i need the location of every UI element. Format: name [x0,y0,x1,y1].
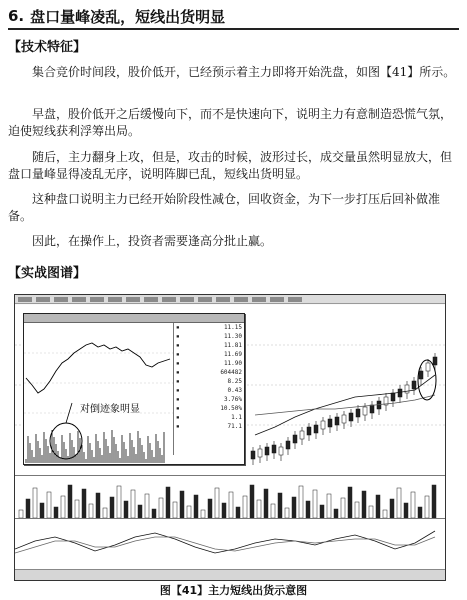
quote-bullet-icon: ▪ [176,360,180,367]
volume-bars [19,485,436,518]
volume-bar [152,509,156,518]
quote-bullet-icon: ▪ [176,405,180,412]
candle-body [349,413,353,421]
volume-bar [341,498,345,518]
volume-bar [103,508,107,518]
quote-bullet-icon: ▪ [176,396,180,403]
volume-bar [68,485,72,518]
volume-bar [19,510,23,518]
quote-bullet-icon: ▪ [176,342,180,349]
quote-row [174,350,244,359]
quote-row [174,323,244,332]
moving-average-line [255,375,435,435]
volume-bar [334,509,338,518]
quote-bullet-icon: ▪ [176,333,180,340]
quote-value: 0.43 [227,387,242,394]
volume-bar [362,491,366,518]
quote-bullet-icon: ▪ [176,369,180,376]
volume-bar [82,489,86,518]
volume-bar [124,501,128,518]
quote-row [174,413,244,422]
candle-body [391,393,395,401]
quote-value: 11.69 [223,351,242,358]
volume-bar [355,502,359,518]
paragraph-2: 早盘，股价低开之后缓慢向下，而不是快速向下，说明主力有意制造恐慌气氛，迫使短线获利浮筹出局。 [8,107,453,138]
quote-row [174,359,244,368]
volume-bar [47,492,51,518]
volume-bar [250,485,254,518]
volume-bar [236,507,240,518]
paragraph-3: 随后，主力翻身上攻，但是，攻击的时候，波形过长，成交量虽然明显放大，但盘口量峰显得凌乱无序，说明阵脚已乱，短线出货明显。 [8,150,453,181]
volume-bar [264,489,268,518]
volume-bar [89,504,93,518]
tech-feature-label: 【 技术特征 】 [8,36,86,55]
section-number: 6. [8,7,25,25]
candle-body [272,445,276,453]
volume-bar [131,490,135,518]
volume-bar [285,508,289,518]
volume-bar [271,504,275,518]
indicator-svg [15,519,445,569]
quote-row [174,422,244,431]
candle-body [335,417,339,425]
quote-row [174,377,244,386]
intraday-volume-bars [26,430,164,463]
quote-row [174,368,244,377]
volume-bar [33,488,37,518]
volume-bar [180,491,184,518]
software-menu-bar [15,295,445,304]
volume-bar [257,500,261,518]
volume-bar [348,487,352,518]
quote-bullet-icon: ▪ [176,423,180,430]
volume-bar [390,499,394,518]
volume-bar [138,505,142,518]
quote-value: 11.30 [223,333,242,340]
volume-bar [75,500,79,518]
candle-body [314,425,318,433]
section-title: 盘口量峰凌乱，短线出货明显 [30,7,226,26]
quote-bullet-icon: ▪ [176,324,180,331]
annotation-pointer [66,403,72,423]
figure-caption: 图【41】主力短线出货示意图 [159,584,308,597]
candle-body [363,407,367,415]
volume-bar [299,486,303,518]
volume-bar [278,493,282,518]
volume-bar [306,501,310,518]
paragraph-5: 因此，在操作上，投资者需要逢高分批止赢。 [32,234,273,248]
volume-bar [411,492,415,518]
volume-bar [292,497,296,518]
candle-body [433,357,437,365]
volume-bar [229,492,233,518]
candle-body [412,381,416,389]
candle-body [426,363,430,371]
volume-bar [383,510,387,518]
sheet-tab-strip [15,569,445,581]
candle-body [286,441,290,449]
volume-bar [397,488,401,518]
volume-bar [201,510,205,518]
volume-bar [222,503,226,518]
candle-body [265,447,269,455]
quote-value: 10.50% [220,405,242,412]
indicator-panel [15,519,445,569]
quote-value: 71.1 [227,423,242,430]
volume-bar [61,496,65,518]
candle-body [300,431,304,439]
volume-bar [117,486,121,518]
volume-bar [145,494,149,518]
candle-body [293,435,297,443]
intraday-popup-window [23,313,245,465]
volume-bar [166,487,170,518]
quote-bullet-icon: ▪ [176,378,180,385]
quote-value: 11.90 [223,360,242,367]
paragraph-4: 这种盘口说明主力已经开始阶段性减仓，回收资金，为下一步打压后回补做准备。 [8,192,441,223]
candlestick-series [251,353,437,465]
candle-body [398,389,402,397]
volume-bar [418,507,422,518]
paragraph-1: 集合竞价时间段，股价低开，已经预示着主力即将开始洗盘，如图【41】所示。 [32,65,456,79]
annotation-label: 对倒迹象明显 [80,400,140,415]
candle-body [419,371,423,379]
section-heading [8,4,459,30]
volume-panel [15,476,445,519]
volume-bar [404,503,408,518]
candle-body [356,409,360,417]
quote-bullet-icon: ▪ [176,414,180,421]
candle-body [279,447,283,455]
moving-average-line-2 [255,395,435,415]
quote-row [174,386,244,395]
quote-value: 1.1 [231,414,242,421]
volume-bar [425,496,429,518]
quote-value: 3.76% [223,396,242,403]
practice-chart-label: 【 实战图谱 】 [8,262,86,281]
trading-software-figure [14,294,446,581]
volume-bar [40,503,44,518]
quote-value: 604482 [220,369,242,376]
volume-bar [110,497,114,518]
candle-body [342,415,346,423]
volume-bar [26,499,30,518]
volume-bar [376,495,380,518]
volume-bar [432,485,436,518]
quote-value: 11.15 [223,324,242,331]
quote-value: 11.81 [223,342,242,349]
volume-bar [320,505,324,518]
volume-bar [369,506,373,518]
volume-bar [96,493,100,518]
popup-title-bar [24,314,244,323]
quote-value: 8.25 [227,378,242,385]
candle-body [258,449,262,457]
volume-bar [173,502,177,518]
volume-bar [194,495,198,518]
quote-bullet-icon: ▪ [176,351,180,358]
quote-row [174,395,244,404]
candle-body [307,427,311,435]
intraday-price-line [26,343,170,393]
volume-bar [243,496,247,518]
quote-row [174,341,244,350]
candle-body [328,419,332,427]
candle-body [321,421,325,429]
candle-body [370,405,374,413]
volume-bar [208,499,212,518]
quote-row [174,332,244,341]
volume-bar [54,507,58,518]
quote-bullet-icon: ▪ [176,387,180,394]
volume-bar [159,498,163,518]
volume-bar [313,490,317,518]
quote-panel [173,323,244,455]
candle-body [251,451,255,459]
intraday-chart-svg [24,323,174,464]
volume-bar [215,488,219,518]
volume-svg [15,476,445,518]
volume-bar [187,506,191,518]
volume-bar [327,494,331,518]
quote-row [174,404,244,413]
